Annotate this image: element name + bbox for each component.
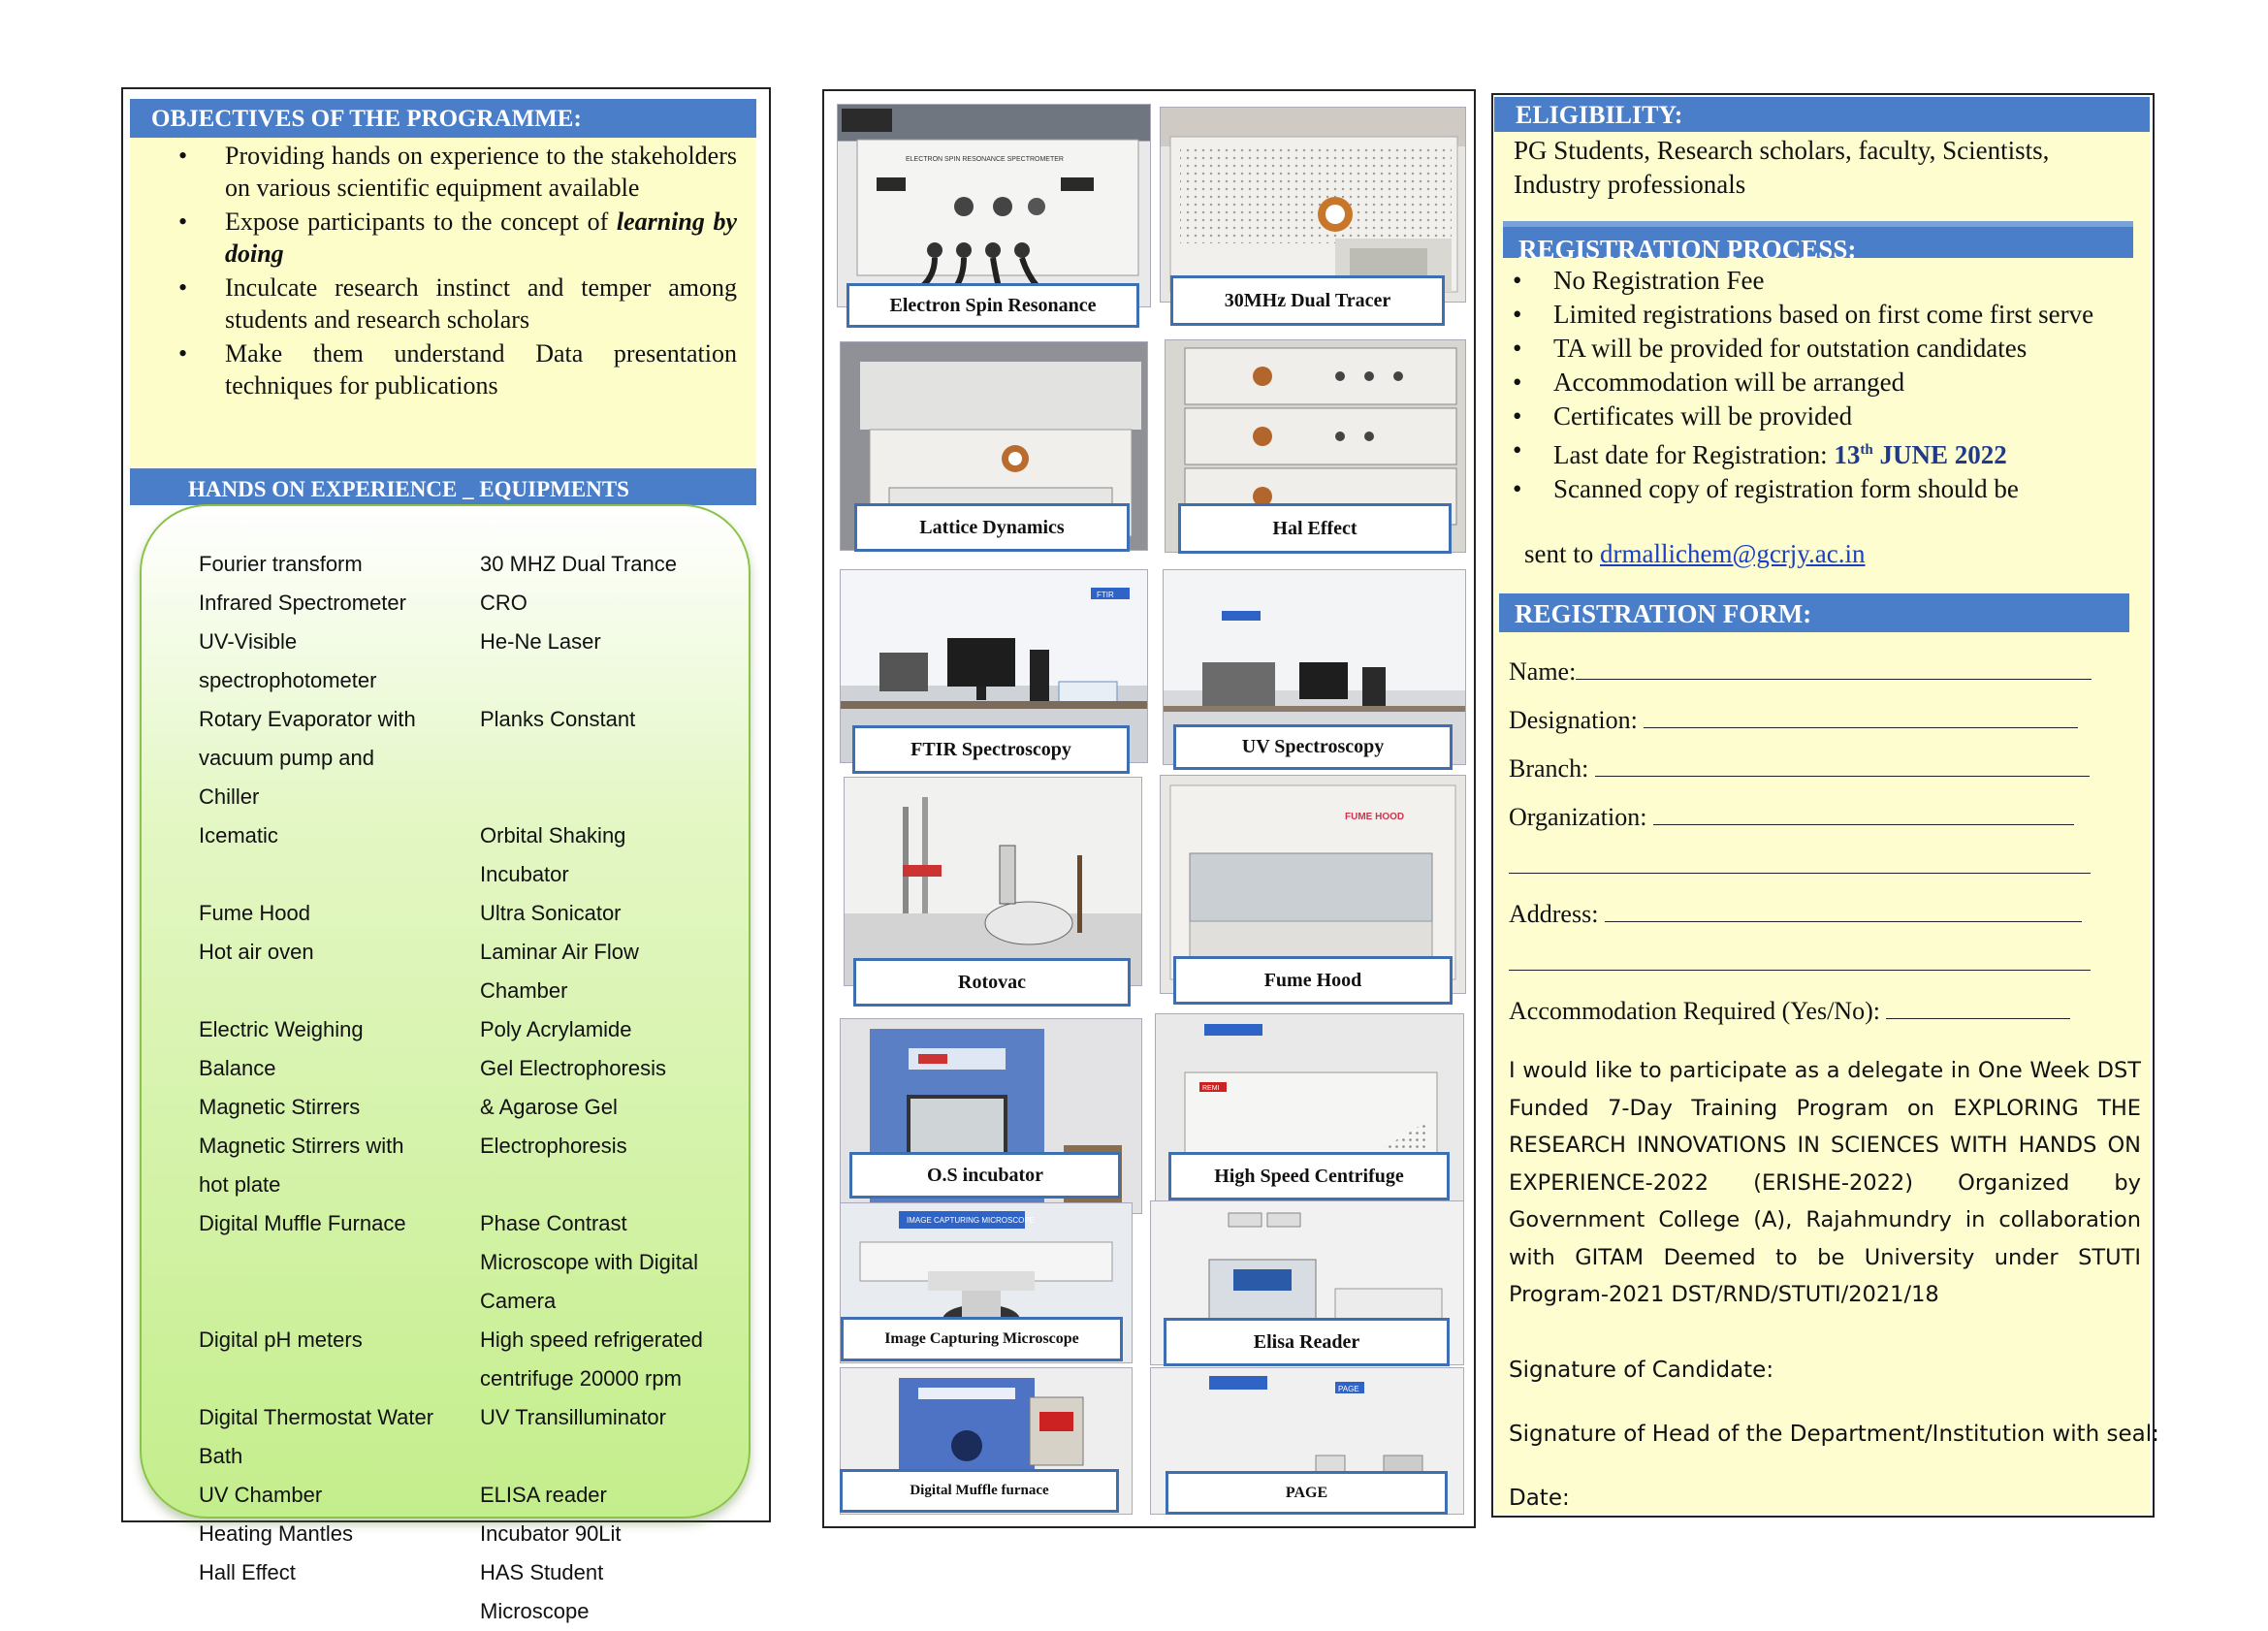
objective-item: • Providing hands on experience to the stakeholders on various scientific equipment available: [155, 140, 737, 204]
equipment-right: centrifuge 20000 rpm: [480, 1366, 682, 1391]
address-row-2: [1509, 946, 2091, 978]
equipment-right: Poly Acrylamide: [480, 1017, 632, 1041]
registration-item-deadline: [1513, 433, 2094, 472]
equipment-right: Camera: [480, 1289, 557, 1313]
equipment-left: Heating Mantles: [199, 1521, 353, 1546]
name-label: Name:: [1509, 657, 1577, 686]
equipment-left: Magnetic Stirrers: [199, 1095, 361, 1119]
equipment-right: & Agarose Gel: [480, 1095, 618, 1119]
equipment-row: [199, 1243, 742, 1282]
email-link[interactable]: drmallichem@gcrjy.ac.in: [1600, 539, 1866, 568]
equipment-right: Ultra Sonicator: [480, 901, 622, 925]
organization-label: Organization:: [1509, 803, 1653, 831]
deadline-date: [1834, 440, 2006, 469]
page-tag: PAGE: [1338, 1385, 1359, 1393]
accommodation-row: [1509, 995, 2070, 1027]
equipment-row: [199, 855, 742, 894]
equipment-right: Microscope with Digital: [480, 1250, 698, 1274]
esr-panel-label: ELECTRON SPIN RESONANCE SPECTROMETER: [906, 156, 1064, 163]
equipment-row: [199, 816, 742, 855]
equipment-left: Bath: [199, 1444, 243, 1468]
objective-text: Expose participants to the concept of: [225, 208, 617, 236]
equipment-row: [199, 1010, 742, 1049]
equipment-right: High speed refrigerated: [480, 1327, 703, 1352]
equipment-left: Infrared Spectrometer: [199, 591, 406, 615]
registration-item: • Scanned copy of registration form should be: [1513, 472, 2094, 506]
lattice-caption: Lattice Dynamics: [854, 503, 1130, 552]
accommodation-field[interactable]: [1886, 995, 2070, 1019]
registration-item: • Limited registrations based on first come first serve: [1513, 298, 2094, 332]
equipment-right: Chamber: [480, 978, 568, 1003]
cro-instrument-image: [1161, 108, 1465, 302]
equipment-row: [199, 739, 742, 778]
muffle-caption: Digital Muffle furnace: [840, 1469, 1119, 1513]
equipment-list: [199, 545, 742, 1631]
equipment-right: HAS Student: [480, 1560, 604, 1584]
equipment-left: hot plate: [199, 1172, 281, 1197]
equipment-left: UV-Visible: [199, 629, 298, 654]
deadline-day: 13: [1834, 440, 1861, 469]
microscope-tag: IMAGE CAPTURING MICROSCOPE: [907, 1216, 1036, 1225]
equipment-row: [199, 700, 742, 739]
equipment-row: [199, 1398, 742, 1437]
equipment-right: Incubator: [480, 862, 569, 886]
page-caption: PAGE: [1166, 1471, 1448, 1515]
equipment-left: [199, 1243, 480, 1282]
equipment-right: Laminar Air Flow: [480, 940, 639, 964]
equipment-left: Balance: [199, 1056, 276, 1080]
equipment-left: [199, 1359, 480, 1398]
registration-item: • Accommodation will be arranged: [1513, 366, 2094, 400]
head-signature: Signature of Head of the Department/Institution with seal:: [1509, 1422, 2159, 1447]
branch-field[interactable]: [1595, 752, 2090, 777]
rotovac-photo: [844, 777, 1142, 986]
organization-field[interactable]: [1653, 801, 2074, 825]
equipment-left: UV Chamber: [199, 1483, 323, 1507]
esr-instrument-image: [838, 105, 1150, 306]
equipment-row: [199, 778, 742, 816]
equipment-row: [199, 1515, 742, 1553]
objective-item: • Inculcate research instinct and temper among students and research scholars: [155, 272, 737, 336]
equipment-row: [199, 584, 742, 623]
equipment-row: [199, 1204, 742, 1243]
deadline-month: JUNE 2022: [1872, 440, 2007, 469]
equipment-left: Digital Muffle Furnace: [199, 1211, 406, 1235]
sent-to-text: sent to: [1524, 539, 1600, 568]
registration-list: [1513, 264, 2094, 506]
registration-item: • TA will be provided for outstation candidates: [1513, 332, 2094, 366]
fumehood-tag: FUME HOOD: [1345, 812, 1405, 822]
equipment-right: 30 MHZ Dual Trance: [480, 552, 677, 576]
equipment-row: [199, 1321, 742, 1359]
designation-row: [1509, 704, 2078, 736]
objective-item: • Make them understand Data presentation techniques for publications: [155, 337, 737, 401]
address-label: Address:: [1509, 900, 1605, 928]
address-field-2[interactable]: [1509, 946, 2091, 971]
equipment-left: [199, 1282, 480, 1321]
equipment-row: [199, 1476, 742, 1515]
equipment-left: Chiller: [199, 784, 260, 809]
equipment-left: Icematic: [199, 823, 278, 847]
registration-item: • Certificates will be provided: [1513, 400, 2094, 433]
equipment-right: Orbital Shaking: [480, 823, 626, 847]
equipment-right: Microscope: [480, 1599, 590, 1623]
equipment-row: [199, 661, 742, 700]
organization-field-2[interactable]: [1509, 849, 2091, 874]
equipment-right: ELISA reader: [480, 1483, 607, 1507]
equipment-left: [199, 972, 480, 1010]
organization-row: [1509, 801, 2074, 833]
equipment-right: Planks Constant: [480, 707, 636, 731]
equipment-left: Digital Thermostat Water: [199, 1405, 434, 1429]
incubator-caption: O.S incubator: [849, 1152, 1121, 1199]
elisa-caption: Elisa Reader: [1164, 1318, 1450, 1366]
equipment-heading: HANDS ON EXPERIENCE _ EQUIPMENTS: [130, 468, 756, 505]
branch-label: Branch:: [1509, 754, 1595, 783]
equipment-row: [199, 1359, 742, 1398]
organization-row-2: [1509, 849, 2091, 881]
equipment-row: [199, 545, 742, 584]
equipment-left: spectrophotometer: [199, 668, 377, 692]
equipment-right: Incubator 90Lit: [480, 1521, 622, 1546]
equipment-right: [480, 1166, 742, 1204]
eligibility-text: PG Students, Research scholars, faculty, Scientists, Industry professionals: [1514, 136, 2050, 199]
rotovac-caption: Rotovac: [853, 958, 1131, 1007]
equipment-left: Magnetic Stirrers with: [199, 1134, 404, 1158]
equipment-right: [480, 1437, 742, 1476]
equipment-left: vacuum pump and: [199, 746, 374, 770]
equipment-left: Hall Effect: [199, 1560, 296, 1584]
centrifuge-caption: High Speed Centrifuge: [1168, 1152, 1450, 1200]
registration-heading: REGISTRATION PROCESS:: [1503, 221, 2133, 258]
date-label: Date:: [1509, 1486, 1570, 1511]
equipment-left: Hot air oven: [199, 940, 314, 964]
equipment-left: [199, 855, 480, 894]
objective-emphasis: learning by doing: [225, 208, 737, 268]
equipment-row: [199, 1127, 742, 1166]
objectives-heading: OBJECTIVES OF THE PROGRAMME:: [130, 99, 756, 138]
designation-label: Designation:: [1509, 706, 1645, 734]
uv-caption: UV Spectroscopy: [1173, 724, 1453, 770]
ftir-tag: FTIR: [1097, 591, 1114, 599]
designation-field[interactable]: [1644, 704, 2078, 728]
esr-photo: [837, 104, 1151, 307]
equipment-row: [199, 1437, 742, 1476]
equipment-left: Fourier transform: [199, 552, 363, 576]
equipment-row: [199, 1049, 742, 1088]
equipment-right: Electrophoresis: [480, 1134, 627, 1158]
candidate-signature: Signature of Candidate:: [1509, 1358, 1774, 1383]
equipment-left: Digital pH meters: [199, 1327, 363, 1352]
cro-caption: 30MHz Dual Tracer: [1170, 275, 1445, 326]
esr-caption: Electron Spin Resonance: [847, 283, 1139, 328]
name-row: [1509, 656, 2092, 688]
branch-row: [1509, 752, 2090, 784]
centrifuge-tag: REMI: [1202, 1085, 1220, 1092]
equipment-row: [199, 1088, 742, 1127]
fumehood-caption: Fume Hood: [1173, 956, 1453, 1005]
eligibility-heading: ELIGIBILITY:: [1494, 97, 2150, 132]
equipment-row: [199, 1166, 742, 1204]
name-field[interactable]: [1576, 656, 2092, 680]
equipment-row: [199, 933, 742, 972]
equipment-row: [199, 1592, 742, 1631]
equipment-left: Electric Weighing: [199, 1017, 364, 1041]
equipment-row: [199, 1553, 742, 1592]
equipment-right: [480, 739, 742, 778]
equipment-left: Rotary Evaporator with: [199, 707, 416, 731]
equipment-row: [199, 894, 742, 933]
equipment-right: He-Ne Laser: [480, 629, 601, 654]
declaration-text: I would like to participate as a delegate in One Week DST Funded 7-Day Training Program on EXPLORING THE RESEARCH INNOVATIONS IN SCIENCES WITH HANDS ON EXPERIENCE-2022 (ERISHE-2022) Organized by Government College (A), Rajahmundry in collaboration with GITAM Deemed to be University under STUTI Program-2021 DST/RND/STUTI/2021/18: [1509, 1058, 2141, 1307]
equipment-left: [199, 1592, 480, 1631]
equipment-right: [480, 778, 742, 816]
equipment-row: [199, 623, 742, 661]
hall-caption: Hal Effect: [1178, 503, 1452, 554]
objectives-list: [155, 140, 737, 403]
equipment-right: CRO: [480, 591, 527, 615]
microscope-caption: Image Capturing Microscope: [841, 1317, 1123, 1361]
accommodation-label: Accommodation Required (Yes/No):: [1509, 997, 1887, 1025]
address-field[interactable]: [1605, 898, 2082, 922]
deadline-suffix: th: [1860, 442, 1873, 458]
equipment-right: Gel Electrophoresis: [480, 1056, 666, 1080]
rotovac-instrument-image: [845, 778, 1141, 985]
equipment-left: Fume Hood: [199, 901, 310, 925]
equipment-right: UV Transilluminator: [480, 1405, 666, 1429]
address-row: [1509, 898, 2082, 930]
deadline-label: Last date for Registration:: [1553, 440, 1835, 469]
registration-item: • No Registration Fee: [1513, 264, 2094, 298]
cro-photo: [1160, 107, 1466, 303]
email-line: [1524, 537, 1866, 571]
equipment-right: Phase Contrast: [480, 1211, 627, 1235]
objective-item: [155, 206, 737, 270]
equipment-row: [199, 1282, 742, 1321]
form-heading: REGISTRATION FORM:: [1499, 593, 2129, 632]
ftir-caption: FTIR Spectroscopy: [852, 725, 1130, 774]
equipment-right: [480, 661, 742, 700]
equipment-row: [199, 972, 742, 1010]
